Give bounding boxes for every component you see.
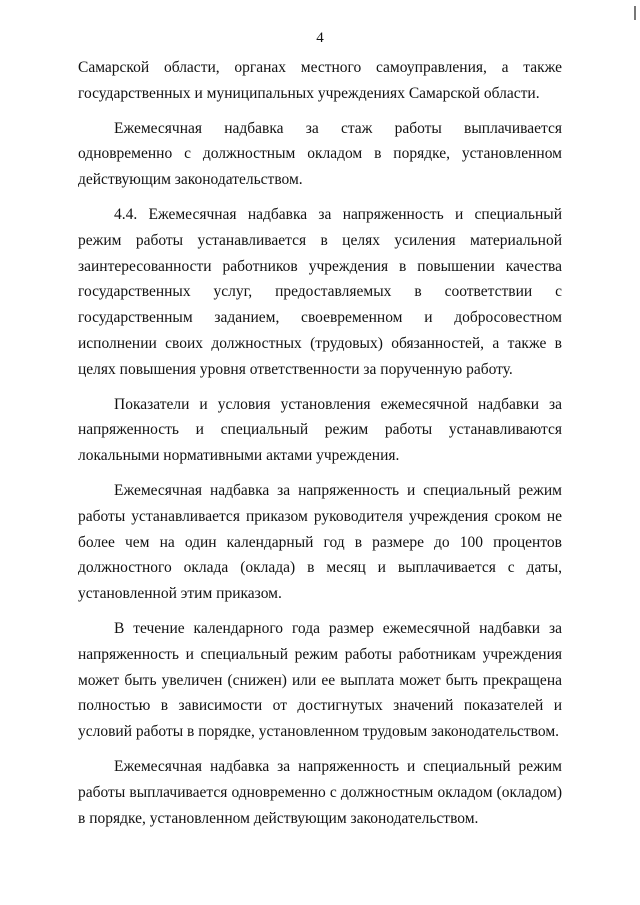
paragraph-continuation: Самарской области, органах местного самоуправления, а также государственных и муниципальных учреждениях Самарской области. [78,59,562,102]
paragraph-payment: Ежемесячная надбавка за напряженность и специальный режим работы выплачивается одновременно с должностным окладом (окладом) в порядке, установленном действующим законодательством. [78,757,562,827]
page-number: 4 [316,30,324,46]
paragraph-order-term: Ежемесячная надбавка за напряженность и специальный режим работы устанавливается приказом руководителя учреждения сроком не более чем на один календарный год в размере до 100 процентов должностного оклада (оклада) в месяц и выплачивается с даты, установленной этим приказом. [78,481,562,603]
scan-corner-mark [634,6,636,20]
document-body [78,55,562,831]
paragraph-indicators: Показатели и условия установления ежемесячной надбавки за напряженность и специальный режим работы устанавливаются локальными нормативными актами учреждения. [78,395,562,465]
paragraph-4-4: 4.4. Ежемесячная надбавка за напряженность и специальный режим работы устанавливается в целях усиления материальной заинтересованности работников учреждения в повышении качества государственных услуг, предоставляемых в соответствии с государственным заданием, своевременном и добросовестном исполнении своих должностных (трудовых) обязанностей, а также в целях повышения уровня ответственности за порученную работу. [78,205,562,378]
paragraph-seniority-bonus: Ежемесячная надбавка за стаж работы выплачивается одновременно с должностным окладом в порядке, установленном действующим законодательством. [78,119,562,189]
paragraph-year-change: В течение календарного года размер ежемесячной надбавки за напряженность и специальный режим работы работникам учреждения может быть увеличен (снижен) или ее выплата может быть прекращена полностью в зависимости от достигнутых значений показателей и условий работы в порядке, установленном трудовым законодательством. [78,619,562,741]
